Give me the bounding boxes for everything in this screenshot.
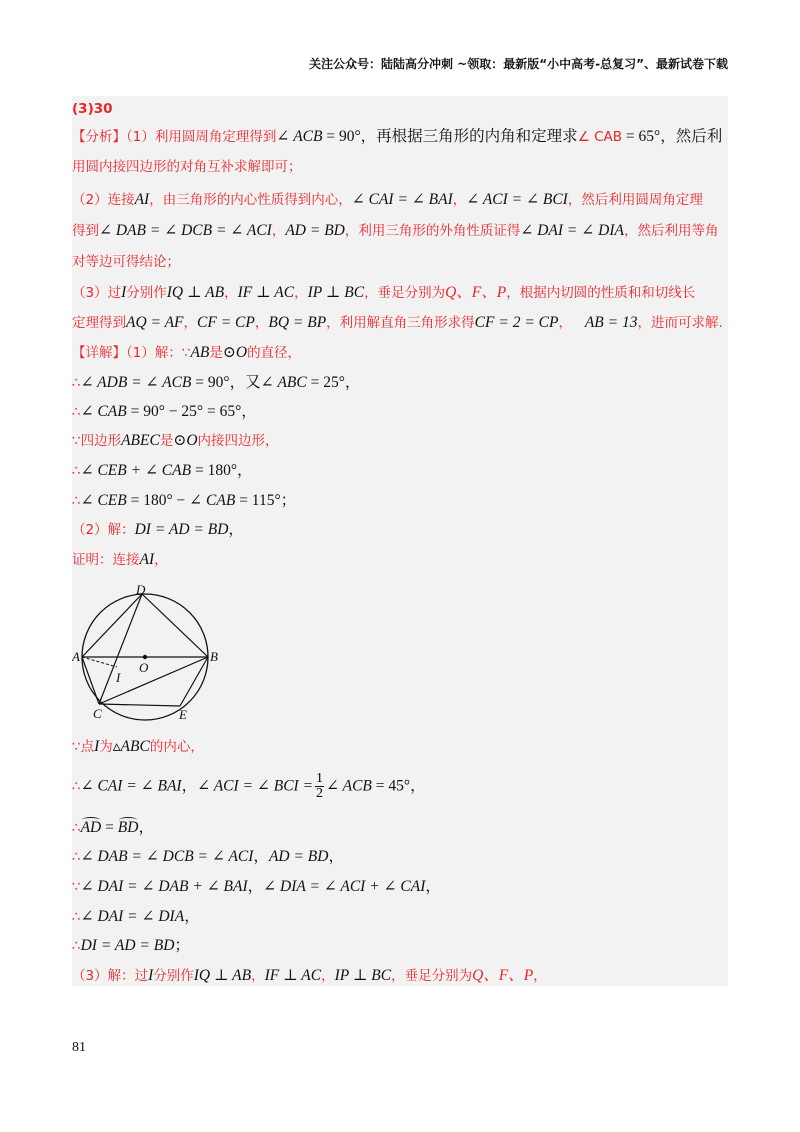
- detail-line-13: ∵∠ DAI = ∠ DAB + ∠ BAI，∠ DIA = ∠ ACI + ∠ CAI，: [72, 878, 441, 895]
- label-o: O: [139, 660, 149, 675]
- detail-line-1: 【详解】（1）解：∵AB是⊙O的直径，: [72, 344, 302, 361]
- analysis-line-2: 用圆内接四边形的对角互补求解即可；: [72, 159, 302, 175]
- detail-line-8: 证明：连接AI，: [72, 551, 168, 568]
- detail-line-2: ∴∠ ADB = ∠ ACB = 90°，又∠ ABC = 25°，: [72, 374, 361, 391]
- analysis-line-3: （2）连接AI，由三角形的内心性质得到内心，∠ CAI = ∠ BAI，∠ ACI = ∠ BCI，然后利用圆周角定理: [72, 191, 703, 208]
- detail-line-15: ∴DI = AD = BD；: [72, 937, 190, 954]
- detail-line-12: ∴∠ DAB = ∠ DCB = ∠ ACI，AD = BD，: [72, 848, 344, 865]
- fraction-half: $\frac{1}{2}$: [316, 771, 324, 801]
- detail-line-7: （2）解：DI = AD = BD，: [72, 521, 244, 538]
- label-e: E: [179, 707, 187, 722]
- page-number: 81: [72, 1040, 86, 1055]
- figure-lines: [82, 594, 208, 706]
- page-header: 关注公众号：陆陆高分冲刺 ~领取：最新版“小中高考-总复习”、最新试卷下载: [309, 57, 728, 71]
- label-b: B: [210, 649, 218, 664]
- detail-line-11: ∴AD = BD，: [72, 819, 154, 836]
- detail-line-10: ∴∠ CAI = ∠ BAI，∠ ACI = ∠ BCI = $\frac{1}{2}$ ∠ ACB = 45°，: [72, 771, 426, 801]
- detail-line-6: ∴∠ CEB = 180° − ∠ CAB = 115°；: [72, 492, 297, 509]
- detail-line-3: ∴∠ CAB = 90° − 25° = 65°，: [72, 403, 257, 420]
- dashed-ai: [82, 657, 117, 667]
- detail-line-9: ∵点I为▵ABC的内心，: [72, 738, 204, 755]
- label-c: C: [93, 706, 102, 721]
- circle-figure: [72, 584, 222, 724]
- analysis-line-6: （3）过I分别作IQ ⊥ AB，IF ⊥ AC，IP ⊥ BC，垂足分别为Q、F、P，根据内切圆的性质和和切线长: [72, 284, 696, 301]
- label-a: A: [72, 649, 80, 664]
- analysis-line-5: 对等边可得结论；: [72, 254, 180, 270]
- label-d: D: [136, 584, 146, 597]
- solution-panel: [72, 96, 728, 986]
- detail-line-16: （3）解：过I分别作IQ ⊥ AB，IF ⊥ AC，IP ⊥ BC，垂足分别为Q、F、P，: [72, 967, 547, 984]
- detail-line-4: ∵四边形ABEC是⊙O内接四边形，: [72, 432, 279, 449]
- detail-line-5: ∴∠ CEB + ∠ CAB = 180°，: [72, 462, 253, 479]
- detail-line-14: ∴∠ DAI = ∠ DIA，: [72, 908, 200, 925]
- analysis-line-4: 得到∠ DAB = ∠ DCB = ∠ ACI，AD = BD，利用三角形的外角性质证得∠ DAI = ∠ DIA，然后利用等角: [72, 222, 719, 239]
- analysis-line-7: 定理得到AQ = AF，CF = CP，BQ = BP，利用解直角三角形求得CF = 2 = CP， AB = 13，进而可求解.: [72, 314, 723, 331]
- answer-line: (3)30: [72, 101, 113, 117]
- analysis-line-1: 【分析】（1）利用圆周角定理得到∠ ACB = 90°，再根据三角形的内角和定理求∠ CAB = 65°，然后利: [72, 128, 723, 145]
- label-i: I: [116, 670, 121, 685]
- center-point: [143, 655, 147, 659]
